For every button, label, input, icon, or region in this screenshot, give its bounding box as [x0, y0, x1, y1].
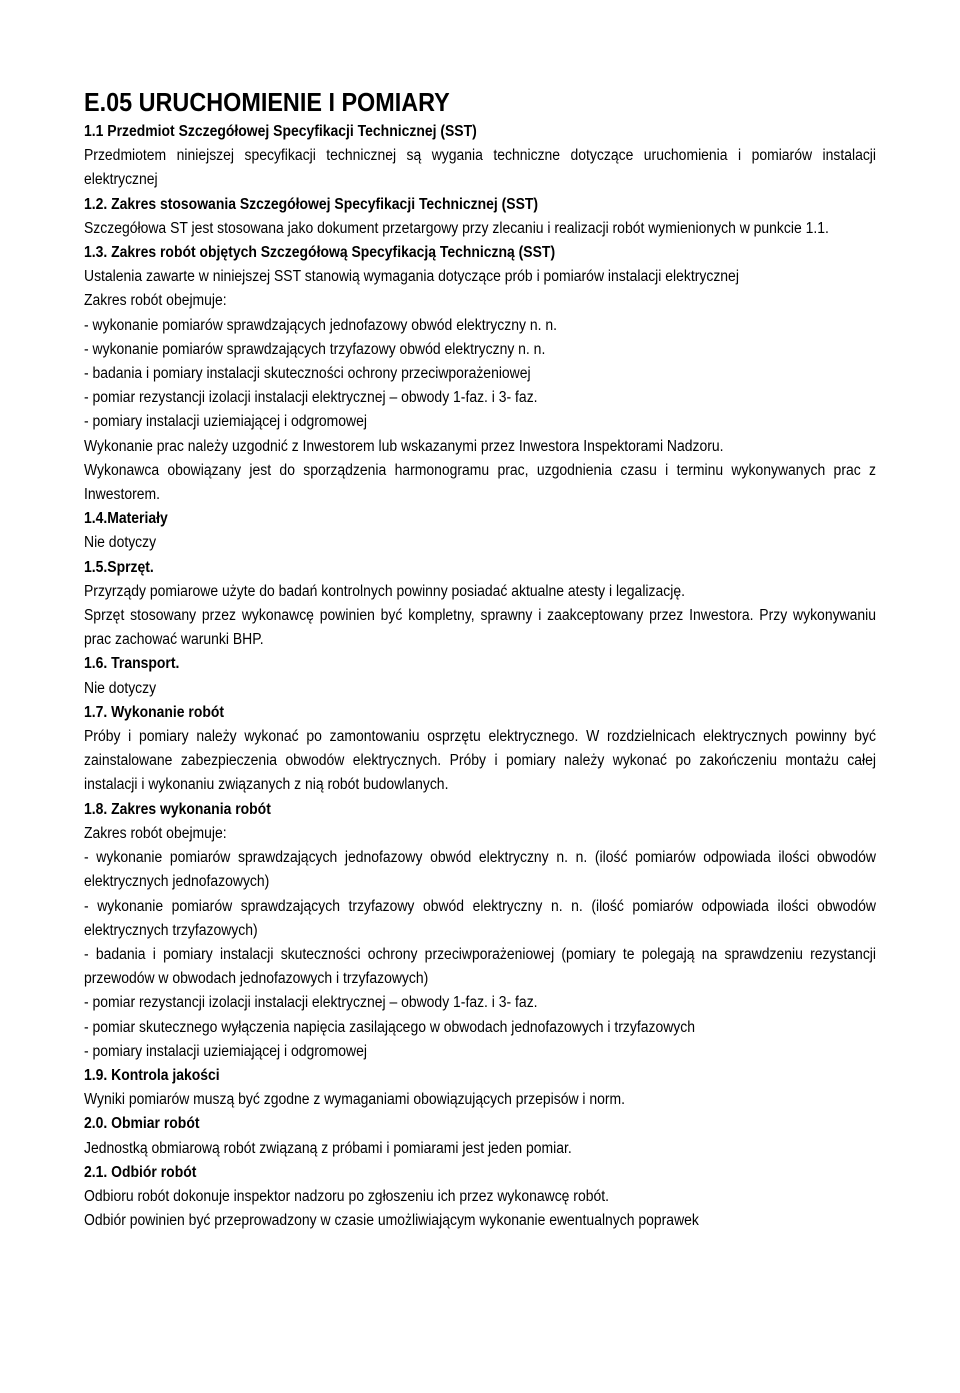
paragraph-1-2: Szczegółowa ST jest stosowana jako dokument przetargowy przy zlecaniu i realizacji robót wymienionych w punkcie 1.1.: [84, 219, 829, 237]
heading-1-1: 1.1 Przedmiot Szczegółowej Specyfikacji Technicznej (SST): [84, 123, 477, 140]
list-item: - pomiar rezystancji izolacji instalacji elektrycznej – obwody 1-faz. i 3- faz.: [84, 994, 538, 1012]
paragraph-1-3-coordination: Wykonanie prac należy uzgodnić z Inwestorem lub wskazanymi przez Inwestora Inspektorami Nadzoru.: [84, 437, 724, 455]
list-item: - badania i pomiary instalacji skuteczności ochrony przeciwporażeniowej: [84, 365, 531, 383]
paragraph-1-6: Nie dotyczy: [84, 679, 157, 697]
heading-1-5: 1.5.Sprzęt.: [84, 558, 154, 576]
paragraph-1-3-schedule: Wykonawca obowiązany jest do sporządzenia harmonogramu prac, uzgodnienia czasu i terminu wykonywanych prac z Inwestorem.: [84, 461, 876, 504]
list-item: - wykonanie pomiarów sprawdzających trzyfazowy obwód elektryczny n. n. (ilość pomiarów odpowiada ilości obwodów elektrycznych trzyfazowych): [84, 897, 876, 939]
document-page: [84, 86, 876, 1233]
heading-2-1: 2.1. Odbiór robót: [84, 1163, 197, 1181]
paragraph-1-4: Nie dotyczy: [84, 534, 157, 552]
paragraph-1-3: Ustalenia zawarte w niniejszej SST stanowią wymagania dotyczące prób i pomiarów instalacji elektrycznej: [84, 268, 739, 286]
document-title: E.05 URUCHOMIENIE I POMIARY: [84, 87, 450, 117]
list-item: - pomiar rezystancji izolacji instalacji elektrycznej – obwody 1-faz. i 3- faz.: [84, 389, 538, 407]
paragraph-1-7: Próby i pomiary należy wykonać po zamontowaniu osprzętu elektrycznego. W rozdzielnicach elektrycznych powinny być zainstalowane zabezpieczenia obwodów elektrycznych. Próby i pomiary należy wykonać po zakończeniu montażu całej instalacji i wykonaniu związanych z nią robót budowlanych.: [84, 728, 876, 794]
list-item: - pomiar skutecznego wyłączenia napięcia zasilającego w obwodach jednofazowych i trzyfazowych: [84, 1018, 696, 1036]
heading-1-3: 1.3. Zakres robót objętych Szczegółową Specyfikacją Techniczną (SST): [84, 244, 556, 262]
scope-label-1-8: Zakres robót obejmuje:: [84, 824, 227, 842]
paragraph-1-1: Przedmiotem niniejszej specyfikacji technicznej są wygania techniczne dotyczące uruchomienia i pomiarów instalacji elektrycznej: [84, 147, 876, 189]
paragraph-2-1: Odbioru robót dokonuje inspektor nadzoru po zgłoszeniu ich przez wykonawcę robót.: [84, 1187, 609, 1205]
list-item: - wykonanie pomiarów sprawdzających trzyfazowy obwód elektryczny n. n.: [84, 340, 546, 358]
paragraph-1-9: Wyniki pomiarów muszą być zgodne z wymaganiami obowiązujących przepisów i norm.: [84, 1091, 626, 1109]
paragraph-2-1-timing: Odbiór powinien być przeprowadzony w czasie umożliwiającym wykonanie ewentualnych poprawek: [84, 1212, 699, 1230]
list-item: - pomiary instalacji uziemiającej i odgromowej: [84, 1042, 367, 1060]
heading-1-7: 1.7. Wykonanie robót: [84, 703, 225, 721]
scope-label-1-3: Zakres robót obejmuje:: [84, 292, 227, 310]
paragraph-2-0: Jednostką obmiarową robót związaną z próbami i pomiarami jest jeden pomiar.: [84, 1139, 572, 1157]
paragraph-1-5: Przyrządy pomiarowe użyte do badań kontrolnych powinny posiadać aktualne atesty i legalizację.: [84, 582, 685, 600]
heading-2-0: 2.0. Obmiar robót: [84, 1115, 200, 1133]
heading-1-9: 1.9. Kontrola jakości: [84, 1066, 220, 1084]
heading-1-2: 1.2. Zakres stosowania Szczegółowej Specyfikacji Technicznej (SST): [84, 195, 539, 213]
list-item: - wykonanie pomiarów sprawdzających jednofazowy obwód elektryczny n. n. (ilość pomiarów odpowiada ilości obwodów elektrycznych jednofazowych): [84, 849, 876, 891]
list-item: - wykonanie pomiarów sprawdzających jednofazowy obwód elektryczny n. n.: [84, 316, 557, 334]
heading-1-6: 1.6. Transport.: [84, 655, 180, 673]
heading-1-4: 1.4.Materiały: [84, 510, 168, 528]
list-item: - pomiary instalacji uziemiającej i odgromowej: [84, 413, 367, 431]
paragraph-1-5-equipment: Sprzęt stosowany przez wykonawcę powinien być kompletny, sprawny i zaakceptowany przez Inwestora. Przy wykonywaniu prac zachować warunki BHP.: [84, 607, 876, 649]
list-item: - badania i pomiary instalacji skuteczności ochrony przeciwporażeniowej (pomiary te polegają na sprawdzeniu rezystancji przewodów w obwodach jednofazowych i trzyfazowych): [84, 945, 876, 988]
heading-1-8: 1.8. Zakres wykonania robót: [84, 800, 271, 818]
